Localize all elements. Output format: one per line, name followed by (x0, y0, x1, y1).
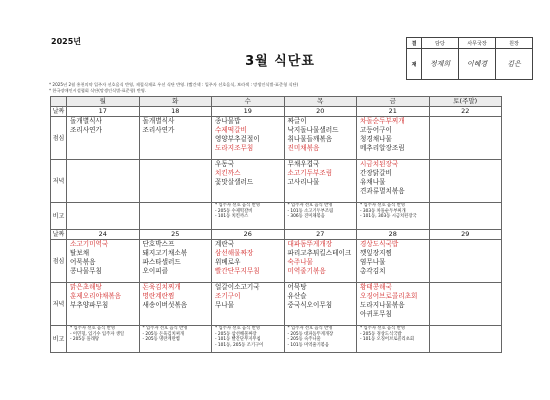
menu-cell (212, 283, 285, 326)
menu-item: 메추리알장조림 (360, 144, 405, 152)
approval-header: 원장 (496, 38, 533, 49)
row-label-dinner: 저녁 (51, 283, 67, 326)
menu-cell (284, 283, 357, 326)
day-header: 목 (284, 97, 357, 107)
menu-item: 깻잎장지찜 (360, 249, 392, 257)
row-label-memo: 비고 (51, 326, 67, 353)
day-header: 토(주말) (429, 97, 502, 107)
memo-line: - 303동 차돌순두부찌개 (360, 208, 406, 214)
menu-item: 영양부추겉절이 (215, 135, 260, 143)
menu-cell (67, 160, 140, 203)
menu-item: 경상도식국밥 (360, 240, 399, 248)
menu-cell (429, 283, 502, 326)
menu-item: 부추양파무침 (70, 301, 109, 309)
date-cell: 18 (139, 107, 212, 117)
menu-item: 청경채나물 (360, 135, 392, 143)
menu-item: 명란계란찜 (142, 292, 175, 300)
memo-line: - 205동 명란계란찜 (142, 337, 180, 343)
signature: 김은 (496, 49, 533, 80)
memo-cell (357, 326, 430, 353)
memo-line: - 101동 소고기두부조림 (287, 208, 334, 214)
menu-item: 미역줄기볶음 (287, 267, 326, 275)
menu-item: 치킨까스 (215, 169, 241, 177)
menu-item: 견과류멸치볶음 (360, 187, 405, 195)
menu-item: 빨간단무지무침 (215, 267, 260, 275)
memo-line: - 101동, 303동 시금치된장국 (360, 214, 417, 220)
memo-line: * 입주자 선호 음식 반영 (142, 326, 188, 331)
menu-item: 낙지돌나물샐러드 (287, 126, 339, 134)
menu-item: 어묵볶음 (70, 258, 96, 266)
memo-cell (429, 203, 502, 230)
menu-item: 대파돔뚜게개장 (287, 240, 333, 248)
memo-cell (284, 203, 357, 230)
memo-row (51, 326, 502, 353)
menu-item: 단호박스프 (142, 240, 175, 248)
menu-item: 아귀포무침 (360, 310, 392, 318)
row-label-lunch: 점심 (51, 117, 67, 160)
menu-item: 종나물밥 (215, 117, 241, 125)
memo-line: - 205동 경상도식국밥 (360, 331, 402, 337)
row-label-date: 날짜 (51, 107, 67, 117)
date-cell: 26 (212, 230, 285, 240)
day-header-row (51, 97, 502, 107)
date-cell: 17 (67, 107, 140, 117)
menu-cell (284, 240, 357, 283)
menu-item: 간장닭갈비 (360, 169, 392, 177)
menu-cell (357, 283, 430, 326)
memo-line: * 입주자 선호 음식 반영 (70, 326, 115, 331)
memo-line: - 205동 돌래탕 (70, 337, 100, 343)
memo-line: - 101동 빨간단무지무침 (215, 337, 261, 343)
row-label-lunch: 점심 (51, 240, 67, 283)
meal-row-lunch (51, 240, 502, 283)
menu-item: 파리고추튀킬스테이크 (287, 249, 352, 257)
menu-item: 수제떡갈비 (215, 126, 247, 134)
memo-cell (67, 326, 140, 353)
menu-item: 우동국 (215, 160, 235, 168)
menu-item: 고사리나물 (287, 178, 320, 186)
menu-item: 새송이버섯볶음 (142, 301, 188, 309)
memo-line: - 205동 숙주나물 (287, 337, 321, 343)
day-header: 금 (357, 97, 430, 107)
menu-item: 소고기미역국 (70, 240, 109, 248)
menu-cell (284, 117, 357, 160)
day-header: 화 (139, 97, 212, 107)
approval-header: 사무국장 (459, 38, 496, 49)
menu-item: 삼선해물짜장 (215, 249, 254, 257)
day-header: 월 (67, 97, 140, 107)
memo-line: - 이민형, 입기수 입주자 생일 (70, 331, 125, 337)
menu-item: 위베로우 (215, 258, 241, 266)
meal-row-lunch (51, 117, 502, 160)
date-cell: 24 (67, 230, 140, 240)
meal-row-dinner (51, 283, 502, 326)
menu-item: 맑은초해탕 (70, 283, 102, 291)
signature: 이혜경 (459, 49, 496, 80)
menu-item: 조리사연가 (142, 126, 175, 134)
memo-line: - 101동, 205동 조기구이 (215, 342, 264, 348)
menu-item: 돼지고기채소볶 (142, 249, 188, 257)
memo-row (51, 203, 502, 230)
row-label-memo: 비고 (51, 203, 67, 230)
memo-line: - 306동 진미채볶음 (287, 214, 325, 220)
memo-line: - 205동 돈육김치찌개 (142, 331, 185, 337)
date-row (51, 230, 502, 240)
menu-item: 숙주나물 (287, 258, 313, 266)
approval-header: 담당 (422, 38, 459, 49)
menu-item: 어묵탕 (287, 283, 307, 291)
menu-item: 소고기두부조림 (287, 169, 333, 177)
approval-side-bottom: 재 (407, 49, 422, 80)
menu-item: 차돌순두부찌개 (360, 117, 405, 125)
note-line: * 한국장애인시설협회 식단(망생인식별-표준형) 반영. (49, 88, 147, 93)
menu-item: 조기구이 (215, 292, 241, 300)
date-cell: 29 (429, 230, 502, 240)
memo-line: - 101동 치킨까스 (215, 214, 249, 220)
date-cell: 27 (284, 230, 357, 240)
meal-row-dinner (51, 160, 502, 203)
memo-cell (429, 326, 502, 353)
row-label-date: 날짜 (51, 230, 67, 240)
menu-item: 콩나물무침 (70, 267, 102, 275)
date-row (51, 107, 502, 117)
approval-side-top: 결 (407, 38, 422, 49)
menu-item: 꽃맛살샐러드 (215, 178, 254, 186)
menu-item: 오이피클 (142, 267, 168, 275)
memo-line: * 입주자 선호 음식 반영 (360, 203, 405, 208)
menu-cell (67, 283, 140, 326)
year-label: 2025년 (51, 37, 81, 46)
menu-item: 오징어브로콜리초회 (360, 292, 418, 300)
menu-cell (212, 160, 285, 203)
date-cell: 25 (139, 230, 212, 240)
memo-line: - 205동 삼선해물짜장 (215, 331, 257, 337)
menu-item: 총각김치 (360, 267, 386, 275)
date-cell: 28 (357, 230, 430, 240)
menu-item: 짜글이 (287, 117, 307, 125)
note-line: * 2025년 2월 홍천의약 입주자 선호음식 반영, 제철식재료 우선 식단 반영. (빨간색 : 입주자 선호음식, 보라색 : 망생인식별-표준형 식단) (49, 82, 299, 87)
menu-item: 진미채볶음 (287, 144, 320, 152)
menu-item: 돌개별식사 (142, 117, 175, 125)
menu-item: 유산슬 (287, 292, 307, 300)
menu-item: 탈보채 (70, 249, 90, 257)
memo-line: * 입주자 선호 음식 반영 (287, 326, 333, 331)
memo-cell (139, 326, 212, 353)
menu-cell (212, 240, 285, 283)
date-cell: 21 (357, 107, 430, 117)
memo-cell (284, 326, 357, 353)
menu-item: 돈육김치찌개 (142, 283, 181, 291)
menu-cell (429, 117, 502, 160)
menu-item: 고등어구이 (360, 126, 392, 134)
menu-item: 돌개별식사 (70, 117, 102, 125)
memo-line: - 101동 미역줄기볶음 (287, 342, 330, 348)
menu-cell (357, 117, 430, 160)
memo-cell (212, 326, 285, 353)
menu-item: 얼갈이소고기국 (215, 283, 260, 291)
menu-item: 유채나물 (360, 178, 386, 186)
menu-item: 염무나물 (360, 258, 386, 266)
memo-line: * 입주자 선호 음식 반영 (360, 326, 405, 331)
memo-line: - 205동 대파돔뚜게개장 (287, 331, 334, 337)
menu-item: 무채우겹국 (287, 160, 320, 168)
menu-item: 파스타샐러드 (142, 258, 181, 266)
memo-cell (139, 203, 212, 230)
menu-item: 무나물 (215, 301, 235, 309)
menu-item: 시금치된장국 (360, 160, 399, 168)
corner-cell (51, 97, 67, 107)
menu-item: 계란국 (215, 240, 235, 248)
menu-cell (284, 160, 357, 203)
page-title: 3월 식단표 (245, 54, 315, 69)
notes (49, 82, 298, 94)
menu-item: 도라지조무침 (215, 144, 254, 152)
date-cell: 19 (212, 107, 285, 117)
menu-item: 조리사연가 (70, 126, 102, 134)
menu-cell (429, 160, 502, 203)
memo-line: - 205동 수제떡갈비 (215, 208, 253, 214)
memo-line: - 101동 오징어브로콜리초회 (360, 337, 414, 343)
menu-cell (139, 117, 212, 160)
memo-line: * 입주자 선호 음식 반영 (215, 203, 260, 208)
menu-cell (67, 117, 140, 160)
menu-item: 훈제오리야채볶음 (70, 292, 121, 300)
menu-item: 황태콩해국 (360, 283, 392, 291)
menu-item: 도라지나물볶음 (360, 301, 405, 309)
menu-cell (357, 240, 430, 283)
day-header: 수 (212, 97, 285, 107)
date-cell: 20 (284, 107, 357, 117)
menu-table (50, 96, 502, 353)
memo-line: * 입주자 선호 음식 반영 (287, 203, 333, 208)
memo-cell (67, 203, 140, 230)
menu-cell (139, 283, 212, 326)
row-label-dinner: 저녁 (51, 160, 67, 203)
memo-cell (357, 203, 430, 230)
memo-cell (212, 203, 285, 230)
date-cell: 22 (429, 107, 502, 117)
menu-cell (67, 240, 140, 283)
menu-cell (139, 160, 212, 203)
menu-cell (212, 117, 285, 160)
menu-cell (139, 240, 212, 283)
menu-item: 중국식오이무침 (287, 301, 333, 309)
approval-box (406, 37, 533, 80)
menu-cell (429, 240, 502, 283)
menu-cell (357, 160, 430, 203)
signature: 정재희 (422, 49, 459, 80)
menu-item: 취나물들깨볶음 (287, 135, 333, 143)
memo-line: * 입주자 선호 음식 반영 (215, 326, 260, 331)
